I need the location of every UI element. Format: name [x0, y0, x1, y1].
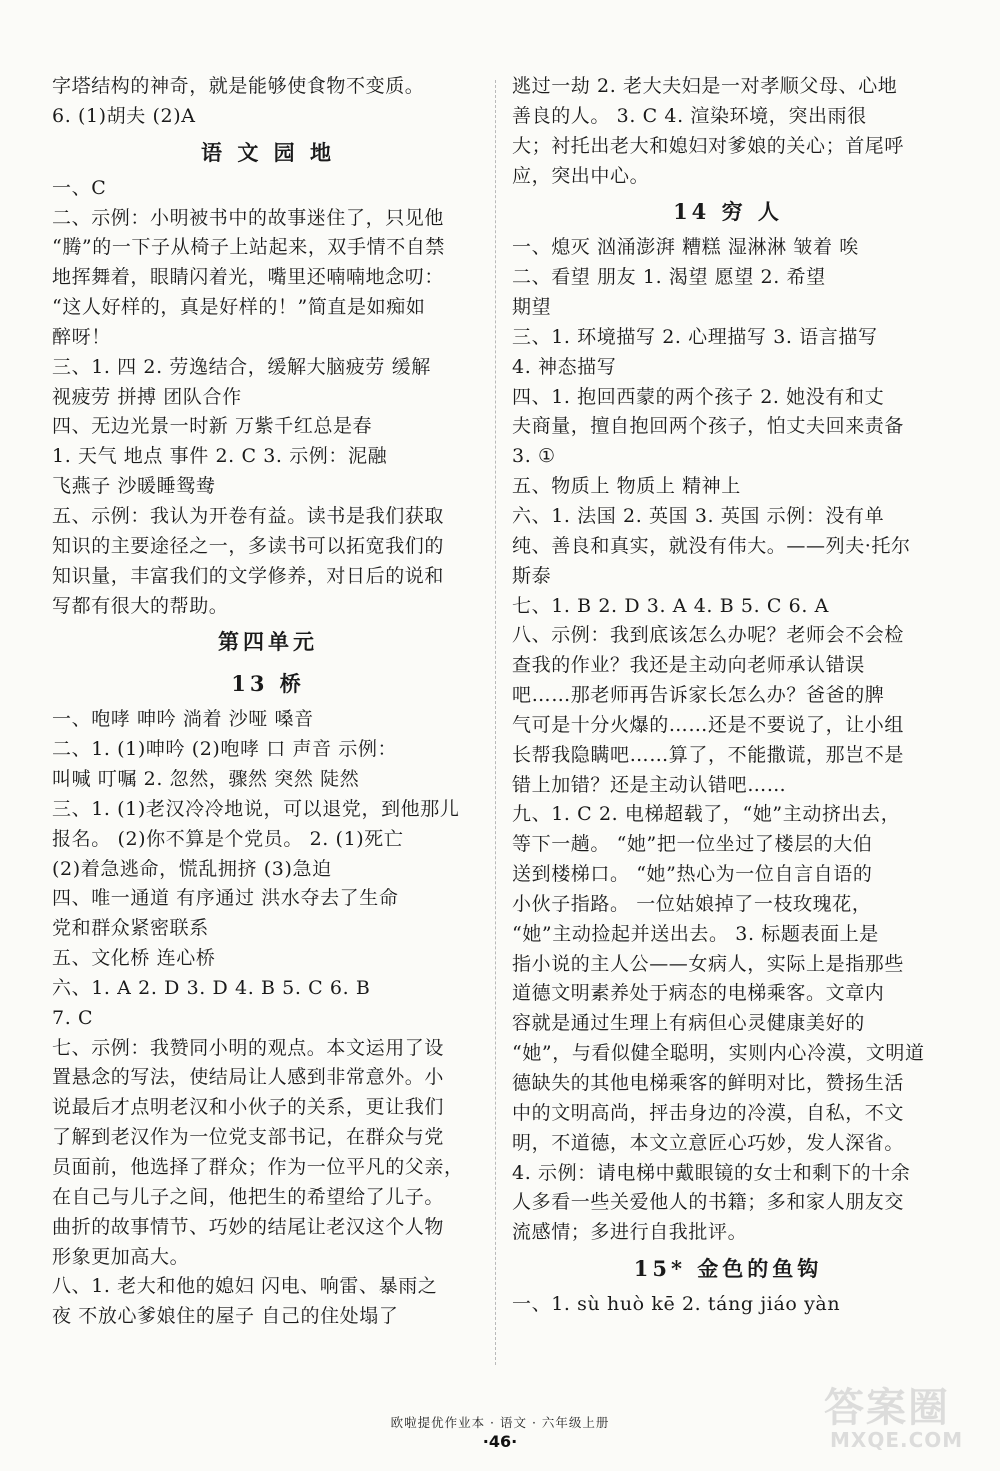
answer-line: 夫商量，擅自抱回两个孩子，怕丈夫回来责备	[512, 415, 905, 438]
answer-line: 说最后才点明老汉和小伙子的关系，更让我们	[52, 1096, 445, 1119]
section-heading: 语 文 园 地	[201, 139, 335, 165]
answer-line: 一、1. sù huò kē 2. táng jiáo yàn	[512, 1293, 841, 1316]
answer-line: 四、无边光景一时新 万紫千红总是春	[52, 415, 373, 438]
answer-line: 一、C	[52, 176, 107, 199]
page-number: ·46·	[482, 1432, 518, 1451]
answer-line: 二、1. (1)呻吟 (2)咆哮 口 声音 示例：	[52, 738, 398, 761]
answer-line: 四、唯一通道 有序通过 洪水夺去了生命	[52, 887, 399, 910]
answer-line: 写都有很大的帮助。	[52, 594, 229, 617]
answer-line: 人多看一些关爱他人的书籍；多和家人朋友交	[512, 1191, 905, 1214]
answer-line: 报名。 (2)你不算是个党员。 2. (1)死亡	[52, 827, 404, 850]
watermark-main-text: 答案圈	[824, 1385, 950, 1431]
answer-line: 醉呀！	[52, 325, 111, 348]
answer-line: 视疲劳 拼搏 团队合作	[52, 385, 242, 408]
answer-line: 形象更加高大。	[52, 1245, 190, 1268]
answer-line: 斯泰	[512, 564, 552, 587]
answer-line: 期望	[512, 296, 552, 319]
answer-line: 7. C	[52, 1006, 94, 1029]
column-divider	[495, 80, 496, 1365]
answer-line: 八、示例：我到底该怎么办呢？老师会不会检	[512, 624, 905, 647]
answer-line: 七、示例：我赞同小明的观点。本文运用了设	[52, 1036, 445, 1059]
answer-line: 查我的作业？我还是主动向老师承认错误	[512, 654, 865, 677]
answer-line: 七、1. B 2. D 3. A 4. B 5. C 6. A	[512, 594, 829, 617]
answer-line: 4. 示例：请电梯中戴眼镜的女士和剩下的十余	[512, 1161, 911, 1184]
answer-line: 长帮我隐瞒吧……算了，不能撒谎，那岂不是	[512, 743, 905, 766]
answer-line: 4. 神态描写	[512, 355, 617, 378]
answer-line: 在自己与儿子之间，他把生的希望给了儿子。	[52, 1185, 445, 1208]
answer-line: 八、1. 老大和他的媳妇 闪电、响雷、暴雨之	[52, 1275, 438, 1298]
answer-line: 一、咆哮 呻吟 淌着 沙哑 嗓音	[52, 708, 314, 731]
answer-line: 曲折的故事情节、巧妙的结尾让老汉这个人物	[52, 1215, 445, 1238]
answer-line: 党和群众紧密联系	[52, 917, 209, 940]
answer-line: 字塔结构的神奇，就是能够使食物不变质。	[52, 75, 425, 97]
section-heading: 第四单元	[218, 629, 318, 655]
answer-line: 容就是通过生理上有病但心灵健康美好的	[512, 1012, 865, 1035]
answer-line: 明，不道德，本文立意匠心巧妙，发人深省。	[512, 1131, 905, 1154]
answer-line: 德缺失的其他电梯乘客的鲜明对比，赞扬生活	[512, 1072, 905, 1094]
answer-line: 知识的主要途径之一，多读书可以拓宽我们的	[52, 534, 445, 557]
answer-line: 员面前，他选择了群众；作为一位平凡的父亲，	[52, 1156, 464, 1178]
answer-line: “她”主动捡起并送出去。 3. 标题表面上是	[512, 922, 879, 945]
answer-line: 等下一趟。 “她”把一位坐过了楼层的大伯	[512, 833, 873, 856]
answer-line: 气可是十分火爆的……还是不要说了，让小组	[512, 713, 905, 736]
answer-line: 三、1. 环境描写 2. 心理描写 3. 语言描写	[512, 325, 878, 348]
answer-line: 大；衬托出老大和媳妇对爹娘的关心；首尾呼	[512, 134, 905, 157]
answer-line: 指小说的主人公——女病人，实际上是指那些	[512, 952, 905, 975]
answer-line: 一、熄灭 汹涌澎湃 糟糕 湿淋淋 皱着 唉	[512, 236, 859, 259]
answer-line: 六、1. A 2. D 3. D 4. B 5. C 6. B	[52, 976, 371, 999]
answer-line: 送到楼梯口。 “她”热心为一位自言自语的	[512, 863, 873, 886]
answer-line: 道德文明素养处于病态的电梯乘客。文章内	[512, 982, 885, 1005]
answer-line: 善良的人。 3. C 4. 渲染环境，突出雨很	[512, 104, 867, 127]
section-heading: 15* 金色的鱼钩	[633, 1256, 823, 1282]
answer-line: 吧……那老师再告诉家长怎么办？爸爸的脾	[512, 684, 885, 707]
answer-line: 九、1. C 2. 电梯超载了，“她”主动挤出去，	[512, 803, 901, 826]
answer-line: “她”，与看似健全聪明，实则内心冷漠，文明道	[512, 1042, 925, 1065]
answer-line: 中的文明高尚，抨击身边的冷漠，自私，不文	[512, 1101, 905, 1124]
right-column	[512, 72, 944, 1320]
answer-line: 二、看望 朋友 1. 渴望 愿望 2. 希望	[512, 266, 826, 289]
answer-line: 流感情；多进行自我批评。	[512, 1221, 748, 1244]
answer-line: 应，突出中心。	[512, 164, 650, 187]
left-column	[52, 72, 484, 1332]
answer-line: 小伙子指路。 一位姑娘掉了一枝玫瑰花，	[512, 892, 872, 915]
answer-line: 三、1. 四 2. 劳逸结合，缓解大脑疲劳 缓解	[52, 355, 431, 378]
watermark-logo	[820, 1376, 992, 1462]
answer-line: 五、文化桥 连心桥	[52, 947, 216, 970]
answer-line: 纯、善良和真实，就没有伟大。——列夫·托尔	[512, 534, 911, 557]
answer-line: 置悬念的写法，使结局让人感到非常意外。小	[52, 1066, 445, 1089]
answer-line: (2)着急逃命，慌乱拥挤 (3)急迫	[52, 857, 332, 880]
answer-line: 1. 天气 地点 事件 2. C 3. 示例：泥融	[52, 445, 388, 468]
answer-line: “这人好样的，真是好样的！”简直是如痴如	[52, 296, 426, 319]
answer-line: 了解到老汉作为一位党支部书记，在群众与党	[52, 1126, 445, 1149]
answer-line: 二、示例：小明被书中的故事迷住了，只见他	[52, 206, 445, 229]
answer-line: 错上加错？还是主动认错吧……	[512, 773, 787, 796]
watermark-domain-text: MXQE.COM	[830, 1428, 964, 1452]
section-heading: 14 穷 人	[673, 199, 783, 225]
footer-book-title: 欧啦提优作业本 · 语文 · 六年级上册	[390, 1415, 610, 1430]
answer-line: 五、物质上 物质上 精神上	[512, 475, 741, 498]
answer-line: “腾”的一下子从椅子上站起来，双手情不自禁	[52, 236, 446, 259]
answer-line: 知识量，丰富我们的文学修养，对日后的说和	[52, 564, 445, 587]
answer-line: 6. (1)胡夫 (2)A	[52, 104, 196, 127]
section-heading: 13 桥	[231, 671, 305, 697]
answer-line: 3. ①	[512, 445, 556, 468]
answer-line: 夜 不放心爹娘住的屋子 自己的住处塌了	[52, 1305, 399, 1328]
answer-line: 五、示例：我认为开卷有益。读书是我们获取	[52, 504, 445, 527]
answer-line: 逃过一劫 2. 老大夫妇是一对孝顺父母、心地	[512, 75, 898, 97]
answer-line: 飞燕子 沙暖睡鸳鸯	[52, 475, 216, 498]
answer-line: 叫喊 叮嘱 2. 忽然，骤然 突然 陡然	[52, 768, 360, 791]
answer-line: 地挥舞着，眼睛闪着光，嘴里还喃喃地念叨：	[52, 266, 445, 289]
answer-line: 六、1. 法国 2. 英国 3. 英国 示例：没有单	[512, 504, 885, 527]
answer-line: 四、1. 抱回西蒙的两个孩子 2. 她没有和丈	[512, 385, 885, 408]
answer-line: 三、1. (1)老汉冷冷地说，可以退党，到他那儿	[52, 797, 460, 820]
